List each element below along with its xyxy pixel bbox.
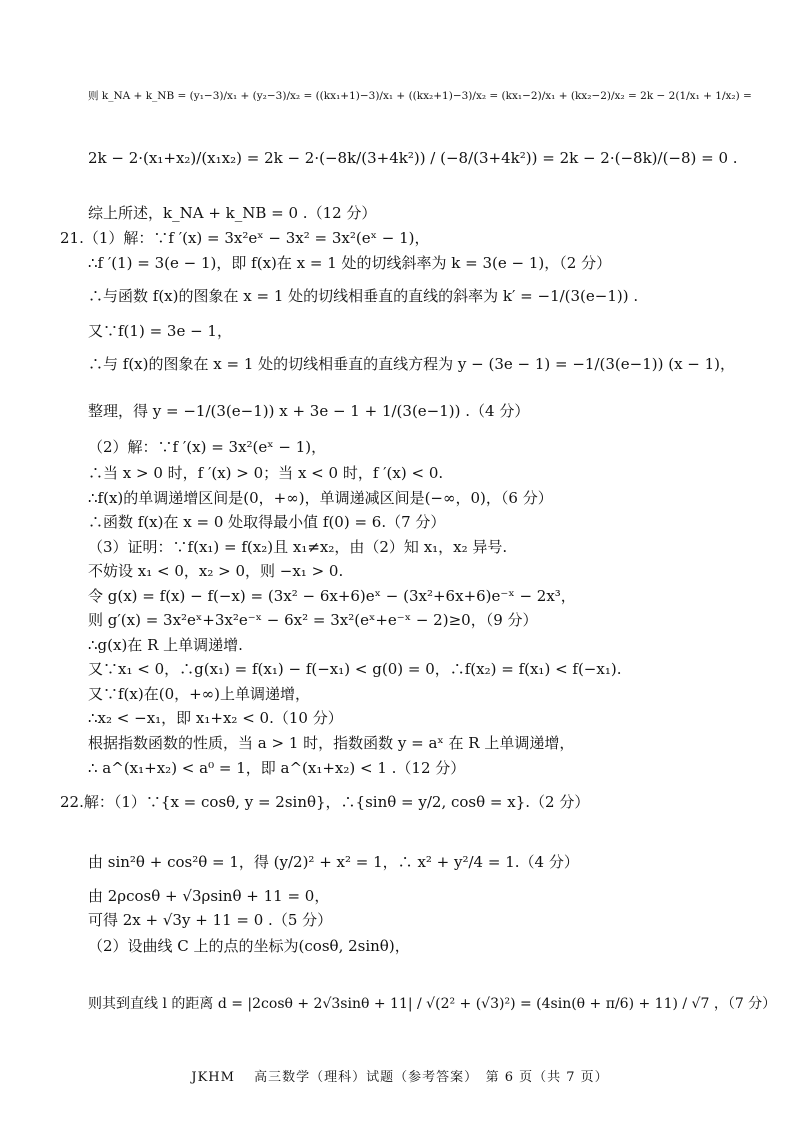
text-line: 整理，得 y = −1/(3(e−1)) x + 3e − 1 + 1/(3(e−1)) .（4 分） [88, 402, 530, 420]
text-line: （2）设曲线 C 上的点的坐标为(cosθ, 2sinθ)， [88, 937, 410, 955]
text-line: ∴x₂ < −x₁，即 x₁+x₂ < 0.（10 分） [88, 709, 343, 727]
text-line: 综上所述，k_NA + k_NB = 0 .（12 分） [88, 204, 377, 222]
text-line: ∴与函数 f(x)的图象在 x = 1 处的切线相垂直的直线的斜率为 k′ = −1/(3(e−1)) . [88, 287, 639, 305]
text-line: ∴与 f(x)的图象在 x = 1 处的切线相垂直的直线方程为 y − (3e − 1) = −1/(3(e−1)) (x − 1)， [88, 355, 736, 373]
text-line: 由 2ρcosθ + √3ρsinθ + 11 = 0， [88, 887, 330, 905]
text-line: 21.（1）解：∵f ′(x) = 3x²eˣ − 3x² = 3x²(eˣ − 1)， [60, 229, 430, 247]
text-line: ∴ a^(x₁+x₂) < a⁰ = 1，即 a^(x₁+x₂) < 1 .（12 分） [88, 759, 466, 777]
page-footer: JKHM 高三数学（理科）试题（参考答案） 第 6 页（共 7 页） [191, 1070, 609, 1085]
text-line: ∴f ′(1) = 3(e − 1)，即 f(x)在 x = 1 处的切线斜率为 k = 3(e − 1)，（2 分） [88, 254, 612, 272]
text-line: （3）证明：∵f(x₁) = f(x₂)且 x₁≠x₂，由（2）知 x₁，x₂ 异号. [88, 538, 508, 556]
text-line: 又∵f(x)在(0，+∞)上单调递增， [88, 685, 311, 703]
text-line: 由 sin²θ + cos²θ = 1，得 (y/2)² + x² = 1，∴ x² + y²/4 = 1.（4 分） [88, 853, 579, 871]
text-line: 又∵x₁ < 0，∴g(x₁) = f(x₁) − f(−x₁) < g(0) = 0，∴f(x₂) = f(x₁) < f(−x₁). [88, 660, 622, 678]
text-line: 则 k_NA + k_NB = (y₁−3)/x₁ + (y₂−3)/x₂ = ((kx₁+1)−3)/x₁ + ((kx₂+1)−3)/x₂ = (kx₁−2)/x₁ + (kx₂−2)/x₂ = 2k − 2(1/x₁ + 1/x₂) = [88, 90, 752, 102]
text-line: ∴当 x > 0 时，f ′(x) > 0；当 x < 0 时，f ′(x) < 0. [88, 464, 444, 482]
text-line: 则其到直线 l 的距离 d = |2cosθ + 2√3sinθ + 11| / √(2² + (√3)²) = (4sin(θ + π/6) + 11) / √7 ，（7 分） [88, 996, 777, 1012]
text-line: 22.解：（1）∵{x = cosθ, y = 2sinθ}，∴{sinθ = y/2, cosθ = x}.（2 分） [60, 793, 590, 811]
text-line: 根据指数函数的性质，当 a > 1 时，指数函数 y = aˣ 在 R 上单调递增， [88, 734, 575, 752]
text-line: 又∵f(1) = 3e − 1， [88, 322, 232, 340]
text-line: 2k − 2·(x₁+x₂)/(x₁x₂) = 2k − 2·(−8k/(3+4k²)) / (−8/(3+4k²)) = 2k − 2·(−8k)/(−8) = 0 . [88, 149, 738, 167]
text-line: 不妨设 x₁ < 0，x₂ > 0，则 −x₁ > 0. [88, 562, 344, 580]
text-line: ∴函数 f(x)在 x = 0 处取得最小值 f(0) = 6.（7 分） [88, 513, 446, 531]
text-line: 可得 2x + √3y + 11 = 0 .（5 分） [88, 911, 333, 929]
text-line: ∴g(x)在 R 上单调递增. [88, 636, 243, 654]
text-line: （2）解：∵f ′(x) = 3x²(eˣ − 1)， [88, 438, 327, 456]
text-line: 令 g(x) = f(x) − f(−x) = (3x² − 6x+6)eˣ − (3x²+6x+6)e⁻ˣ − 2x³， [88, 587, 576, 605]
text-line: 则 g′(x) = 3x²eˣ+3x²e⁻ˣ − 6x² = 3x²(eˣ+e⁻ˣ − 2)≥0，（9 分） [88, 611, 538, 629]
text-line: ∴f(x)的单调递增区间是(0，+∞)，单调递减区间是(−∞，0)，（6 分） [88, 489, 553, 507]
